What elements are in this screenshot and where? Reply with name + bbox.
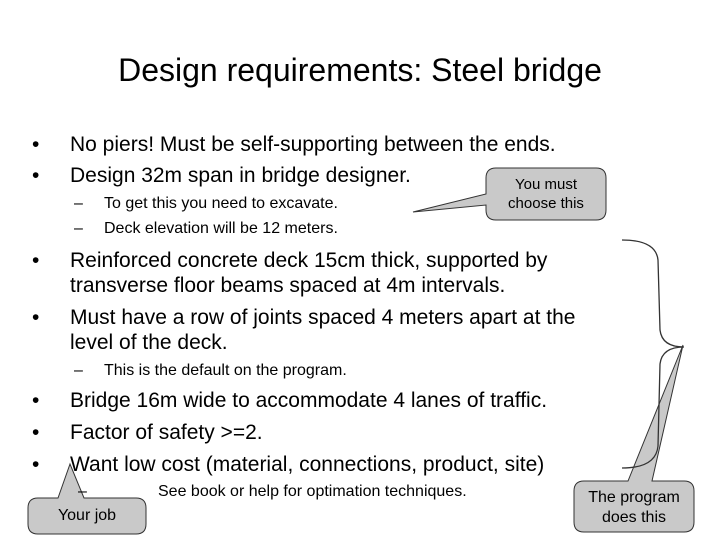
sub-bullet-optimation: See book or help for optimation techniques.	[158, 483, 467, 500]
bullet-joints	[32, 306, 576, 329]
bullet-dot: •	[32, 164, 40, 187]
sub-bullet-text: Deck elevation will be 12 meters.	[104, 220, 338, 237]
callout-program	[574, 488, 694, 528]
bullet-low-cost	[32, 453, 545, 476]
callout-program-line1: The program	[588, 489, 680, 506]
bullet-text: Bridge 16m wide to accommodate 4 lanes of traffic.	[70, 389, 548, 412]
sub-bullet-dash: –	[74, 362, 83, 379]
bullet-design-span	[32, 164, 411, 187]
sub-bullet-default	[74, 362, 347, 379]
bullet-dot: •	[32, 249, 40, 272]
callout-your-job: Your job	[57, 507, 117, 524]
bullet-dot: •	[32, 306, 40, 329]
bullet-dot: •	[32, 133, 40, 156]
bullet-concrete-deck	[32, 249, 548, 272]
bullet-dot: •	[32, 421, 40, 444]
bullet-text: Must have a row of joints spaced 4 meters apart at the	[70, 306, 576, 329]
bullet-text: Reinforced concrete deck 15cm thick, supported by	[70, 249, 548, 272]
bullet-text: Factor of safety >=2.	[70, 421, 263, 444]
bullet-factor-safety	[32, 421, 263, 444]
bullet-dot: •	[32, 389, 40, 412]
sub-bullet-dash: –	[74, 220, 83, 237]
sub-bullet-text: To get this you need to excavate.	[104, 195, 338, 212]
bullet-dot: •	[32, 453, 40, 476]
sub-bullet-deck-elevation	[74, 220, 338, 237]
callout-you-must-line1: You must	[515, 176, 577, 193]
bullet-no-piers	[32, 133, 556, 156]
slide-title: Design requirements: Steel bridge	[118, 52, 602, 88]
callout-you-must	[486, 176, 606, 214]
bullet-text: Want low cost (material, connections, product, site)	[70, 453, 545, 476]
callout-program-line2: does this	[601, 509, 667, 526]
sub-bullet-excavate	[74, 195, 338, 212]
bullet-joints-line2: level of the deck.	[70, 331, 228, 354]
bullet-bridge-width	[32, 389, 548, 412]
bullet-text: No piers! Must be self-supporting between the ends.	[70, 133, 556, 156]
callout-you-must-line2: choose this	[508, 194, 584, 212]
sub-bullet-dash: –	[74, 195, 83, 212]
bullet-text: Design 32m span in bridge designer.	[70, 164, 411, 187]
sub-bullet-dash-optimation: –	[78, 483, 87, 500]
bullet-concrete-deck-line2: transverse floor beams spaced at 4m intervals.	[70, 274, 506, 297]
sub-bullet-text: This is the default on the program.	[104, 362, 347, 379]
